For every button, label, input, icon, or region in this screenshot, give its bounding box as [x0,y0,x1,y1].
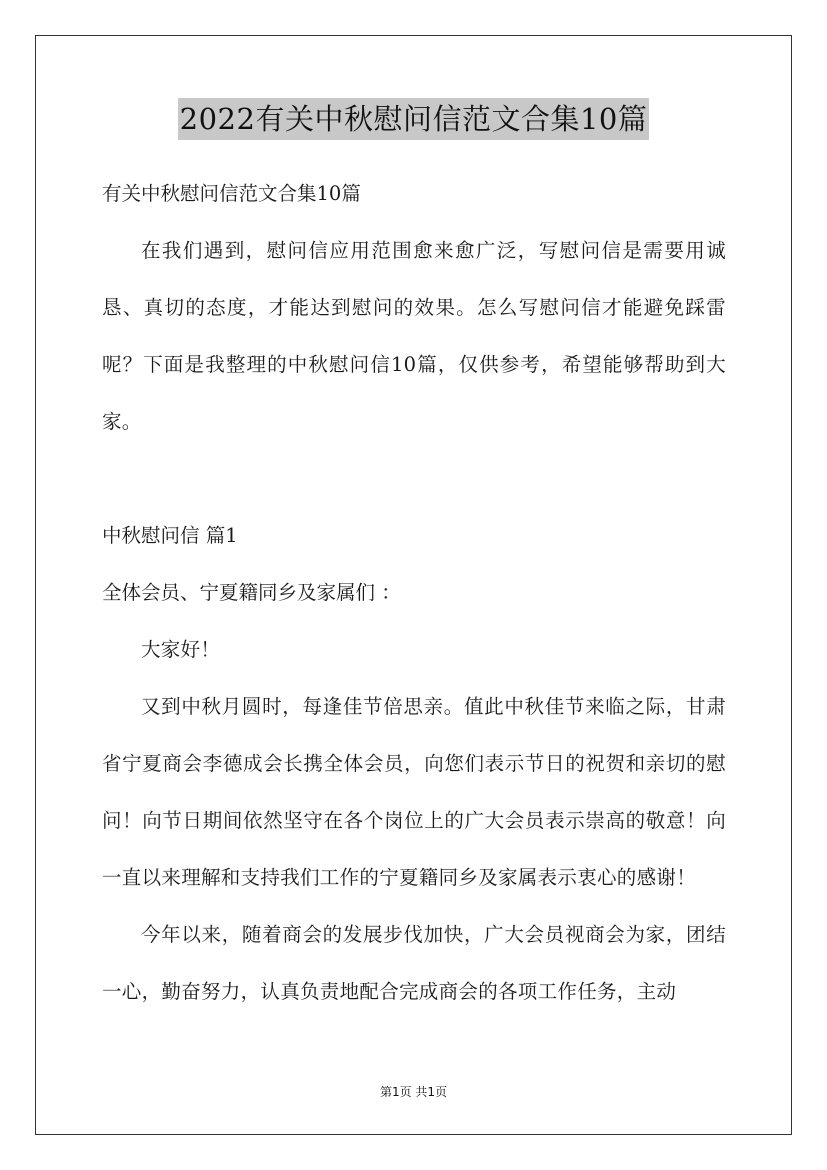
salutation: 全体会员、宁夏籍同乡及家属们 ： [102,581,401,604]
section-heading: 中秋慰问信 篇1 [102,524,238,547]
blank-line [102,450,726,507]
page-footer: 第1页 共1页 [379,1085,448,1099]
document-title: 2022有关中秋慰问信范文合集10篇 [178,98,650,140]
title-wrap [0,98,827,140]
intro-paragraph: 在我们遇到，慰问信应用范围愈来愈广泛，写慰问信是需要用诚恳、真切的态度，才能达到慰问的效果。怎么写慰问信才能避免踩雷呢？下面是我整理的中秋慰问信10篇，仅供参考，希望能够帮助到大家。 [102,239,726,433]
body-paragraph-1: 又到中秋月圆时，每逢佳节倍思亲。值此中秋佳节来临之际，甘肃省宁夏商会李德成会长携全体会员，向您们表示节日的祝贺和亲切的慰问！向节日期间依然坚守在各个岗位上的广大会员表示崇高的敬意！向一直以来理解和支持我们工作的宁夏籍同乡及家属表示衷心的感谢！ [102,695,726,889]
document-body [102,165,726,1020]
body-paragraph-2: 今年以来，随着商会的发展步伐加快，广大会员视商会为家，团结一心，勤奋努力，认真负责地配合完成商会的各项工作任务，主动 [102,923,726,1003]
document-subtitle: 有关中秋慰问信范文合集10篇 [102,182,361,205]
greeting: 大家好！ [141,638,221,661]
